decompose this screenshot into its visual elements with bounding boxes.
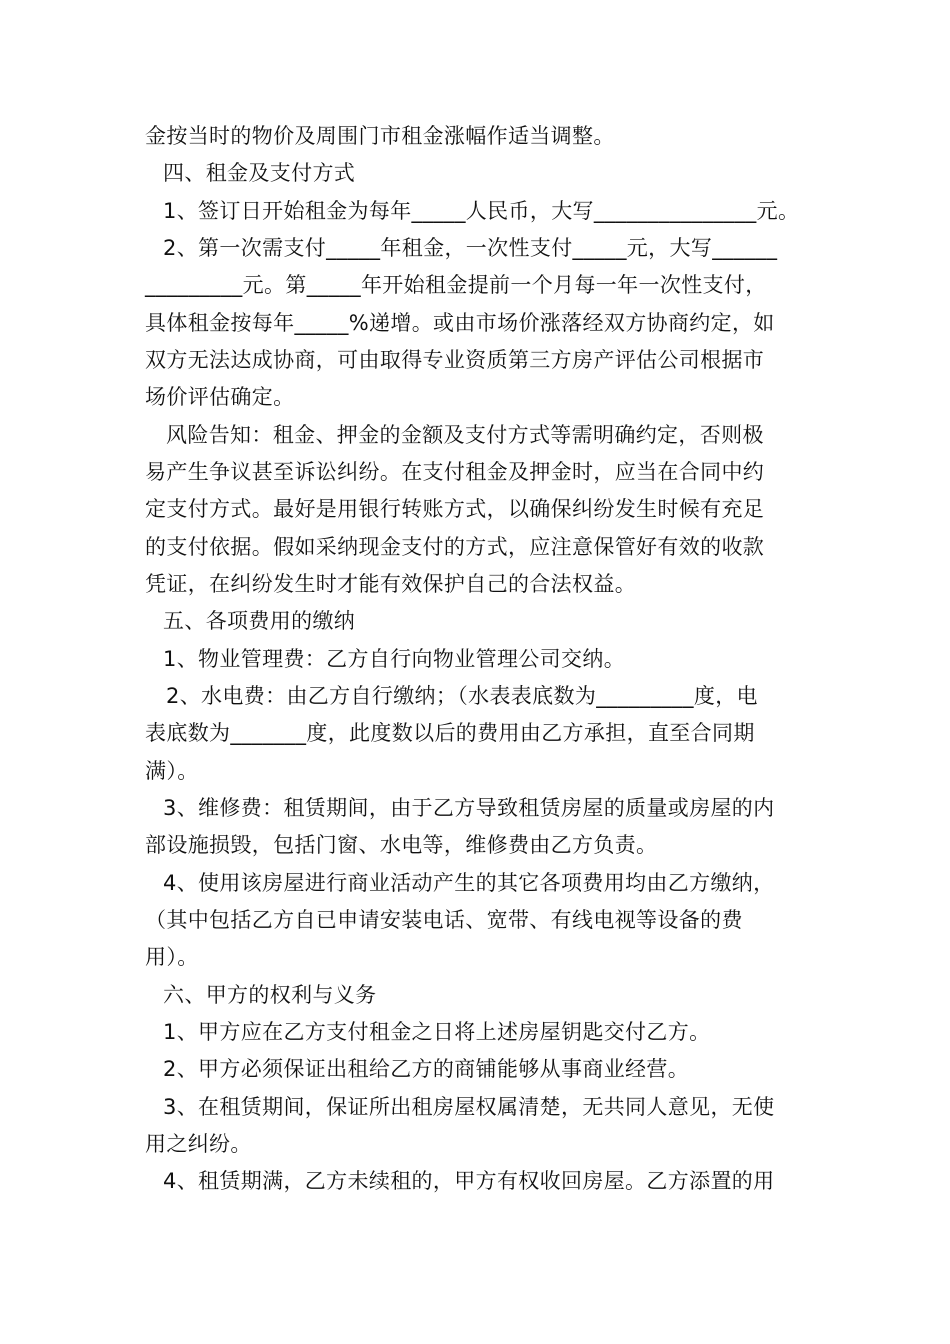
text-line: 用之纠纷。 bbox=[145, 1132, 252, 1156]
text-line: 满）。 bbox=[145, 759, 199, 783]
text-line: 易产生争议甚至诉讼纠纷。在支付租金及押金时，应当在合同中约 bbox=[145, 460, 765, 484]
text-line: 双方无法达成协商，可由取得专业资质第三方房产评估公司根据市 bbox=[145, 348, 765, 372]
text-line: 定支付方式。最好是用银行转账方式，以确保纠纷发生时候有充足 bbox=[145, 497, 765, 521]
text-line: 凭证，在纠纷发生时才能有效保护自己的合法权益。 bbox=[145, 572, 637, 596]
text-line: 1、签订日开始租金为每年_____人民币，大写_______________元。 bbox=[163, 199, 800, 223]
text-line: 2、甲方必须保证出租给乙方的商铺能够从事商业经营。 bbox=[163, 1057, 690, 1081]
section-heading: 五、各项费用的缴纳 bbox=[163, 609, 356, 633]
text-line: 用）。 bbox=[145, 945, 199, 969]
section-heading: 四、租金及支付方式 bbox=[163, 161, 356, 185]
text-line: 1、物业管理费：乙方自行向物业管理公司交纳。 bbox=[163, 647, 626, 671]
section-heading: 六、甲方的权利与义务 bbox=[163, 983, 377, 1007]
text-line: 3、维修费：租赁期间，由于乙方导致租赁房屋的质量或房屋的内 bbox=[163, 796, 775, 820]
text-line: 4、使用该房屋进行商业活动产生的其它各项费用均由乙方缴纳， bbox=[163, 871, 775, 895]
text-line: 3、在租赁期间，保证所出租房屋权属清楚，无共同人意见，无使 bbox=[163, 1095, 775, 1119]
text-line: 风险告知：租金、押金的金额及支付方式等需明确约定，否则极 bbox=[166, 423, 764, 447]
text-line: （其中包括乙方自已申请安装电话、宽带、有线电视等设备的费 bbox=[145, 908, 743, 932]
text-line: _________元。第_____年开始租金提前一个月每一年一次性支付， bbox=[145, 273, 767, 297]
text-line: 2、水电费：由乙方自行缴纳；（水表表底数为_________度，电 bbox=[166, 684, 758, 708]
text-line: 2、第一次需支付_____年租金，一次性支付_____元，大写______ bbox=[163, 236, 778, 260]
text-line: 具体租金按每年_____%递增。或由市场价涨落经双方协商约定，如 bbox=[145, 311, 775, 335]
text-line: 1、甲方应在乙方支付租金之日将上述房屋钥匙交付乙方。 bbox=[163, 1020, 711, 1044]
text-line: 4、租赁期满，乙方未续租的，甲方有权收回房屋。乙方添置的用 bbox=[163, 1169, 775, 1193]
text-line: 部设施损毁，包括门窗、水电等，维修费由乙方负责。 bbox=[145, 833, 658, 857]
text-line: 金按当时的物价及周围门市租金涨幅作适当调整。 bbox=[145, 124, 615, 148]
text-line: 场价评估确定。 bbox=[145, 385, 295, 409]
text-line: 的支付依据。假如采纳现金支付的方式，应注意保管好有效的收款 bbox=[145, 535, 765, 559]
text-line: 表底数为_______度，此度数以后的费用由乙方承担，直至合同期 bbox=[145, 721, 755, 745]
